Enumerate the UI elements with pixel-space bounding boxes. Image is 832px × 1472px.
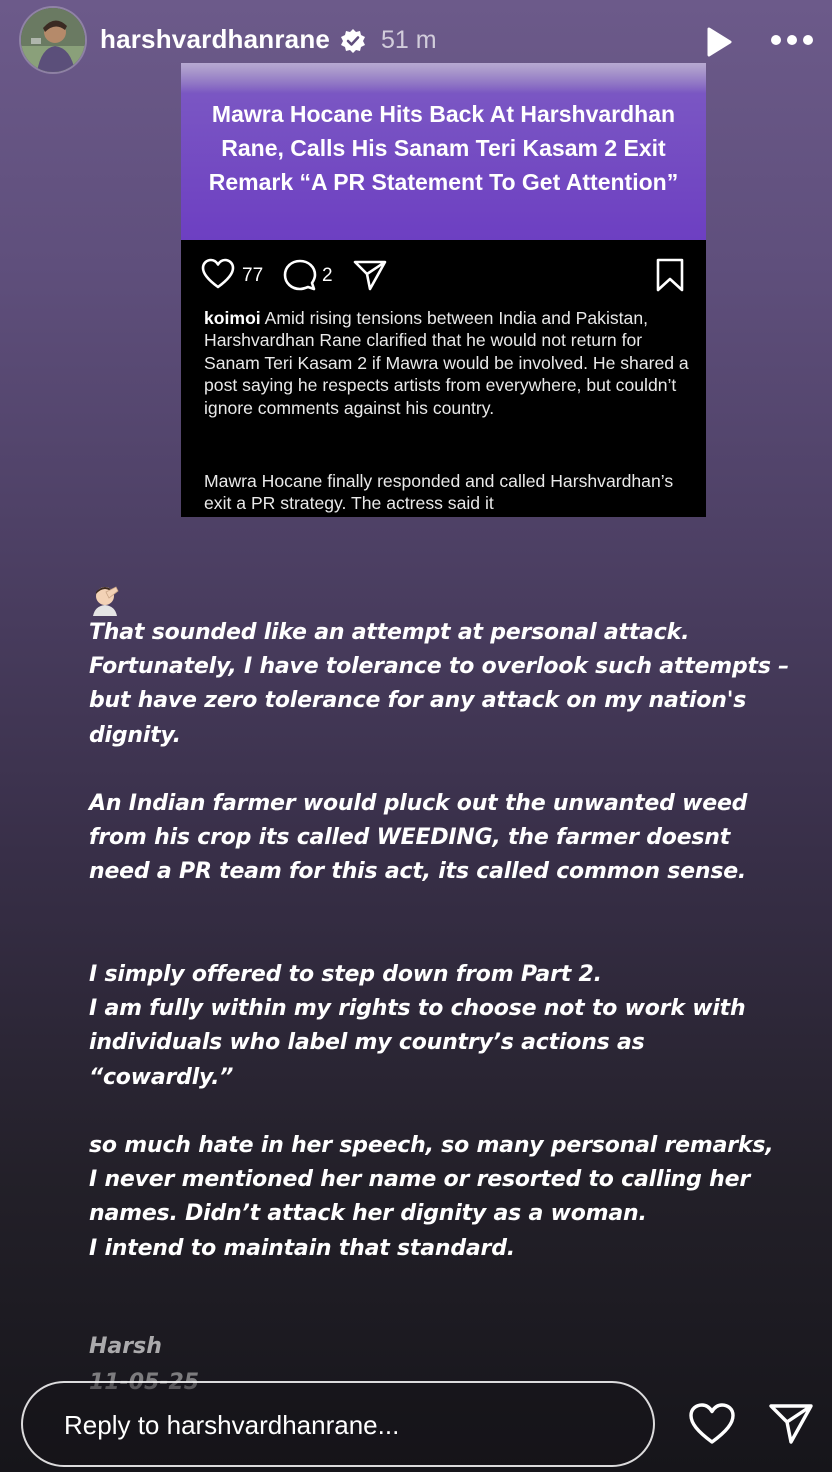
reply-placeholder: Reply to harshvardhanrane... <box>64 1410 400 1440</box>
story-line-step-down: I simply offered to step down from Part 2. <box>89 962 602 987</box>
story-line-rights: I am fully within my rights to choose not to work with individuals who label my country’s actions as “cowardly.” <box>89 996 746 1090</box>
verified-badge-icon <box>340 28 366 54</box>
comment-count: 2 <box>322 265 333 286</box>
heart-icon[interactable] <box>201 258 235 290</box>
story-paragraph-3 <box>89 958 789 1095</box>
like-count: 77 <box>242 265 264 286</box>
story-paragraph-4 <box>89 1129 789 1266</box>
story-paragraph-1: That sounded like an attempt at personal attack. Fortunately, I have tolerance to overlook such attempts – but have zero tolerance for any attack on my nation's dignity. <box>89 620 789 748</box>
avatar-photo-icon <box>21 8 85 72</box>
like-story-heart-icon[interactable] <box>688 1402 736 1446</box>
reply-input[interactable] <box>21 1381 655 1467</box>
send-icon[interactable] <box>768 1402 814 1446</box>
face-palm-emoji-icon <box>89 584 121 616</box>
username[interactable]: harshvardhanrane <box>100 24 331 54</box>
post-account[interactable]: koimoi <box>204 308 261 328</box>
post-time: 51 m <box>381 26 437 54</box>
play-icon[interactable] <box>700 24 736 60</box>
post-actions <box>181 240 706 302</box>
story-paragraph-2: An Indian farmer would pluck out the unwanted weed from his crop its called WEEDING, the farmer doesnt need a PR team for this act, its called common sense. <box>89 791 748 885</box>
post-headline: Mawra Hocane Hits Back At Harshvardhan Rane, Calls His Sanam Teri Kasam 2 Exit Remark “A PR Statement To Get Attention” <box>208 101 679 195</box>
post-caption-continued: Mawra Hocane finally responded and called Harshvardhan’s exit a PR strategy. The actress said it <box>204 471 674 514</box>
post-caption <box>204 307 689 419</box>
post-caption-text: Amid rising tensions between India and Pakistan, Harshvardhan Rane clarified that he would not return for Sanam Teri Kasam 2 if Mawra would be involved. He shared a post saying he respects artists from everywhere, but couldn’t ignore comments against his country. <box>204 308 689 418</box>
shared-post-card[interactable] <box>181 63 706 517</box>
signature-name: Harsh <box>89 1334 162 1359</box>
story-line-standard: I intend to maintain that standard. <box>89 1235 515 1261</box>
story-line-hate: so much hate in her speech, so many personal remarks, <box>89 1133 774 1158</box>
story-line-never-mentioned: I never mentioned her name or resorted to calling her names. Didn’t attack her dignity as a woman. <box>89 1167 750 1227</box>
avatar[interactable] <box>21 8 85 72</box>
more-dots-icon[interactable] <box>766 24 818 56</box>
share-icon[interactable] <box>353 259 387 291</box>
bookmark-icon[interactable] <box>655 258 685 292</box>
post-banner <box>181 63 706 240</box>
comment-icon[interactable] <box>283 258 317 292</box>
signature-date: 11-05-25 <box>89 1370 200 1395</box>
